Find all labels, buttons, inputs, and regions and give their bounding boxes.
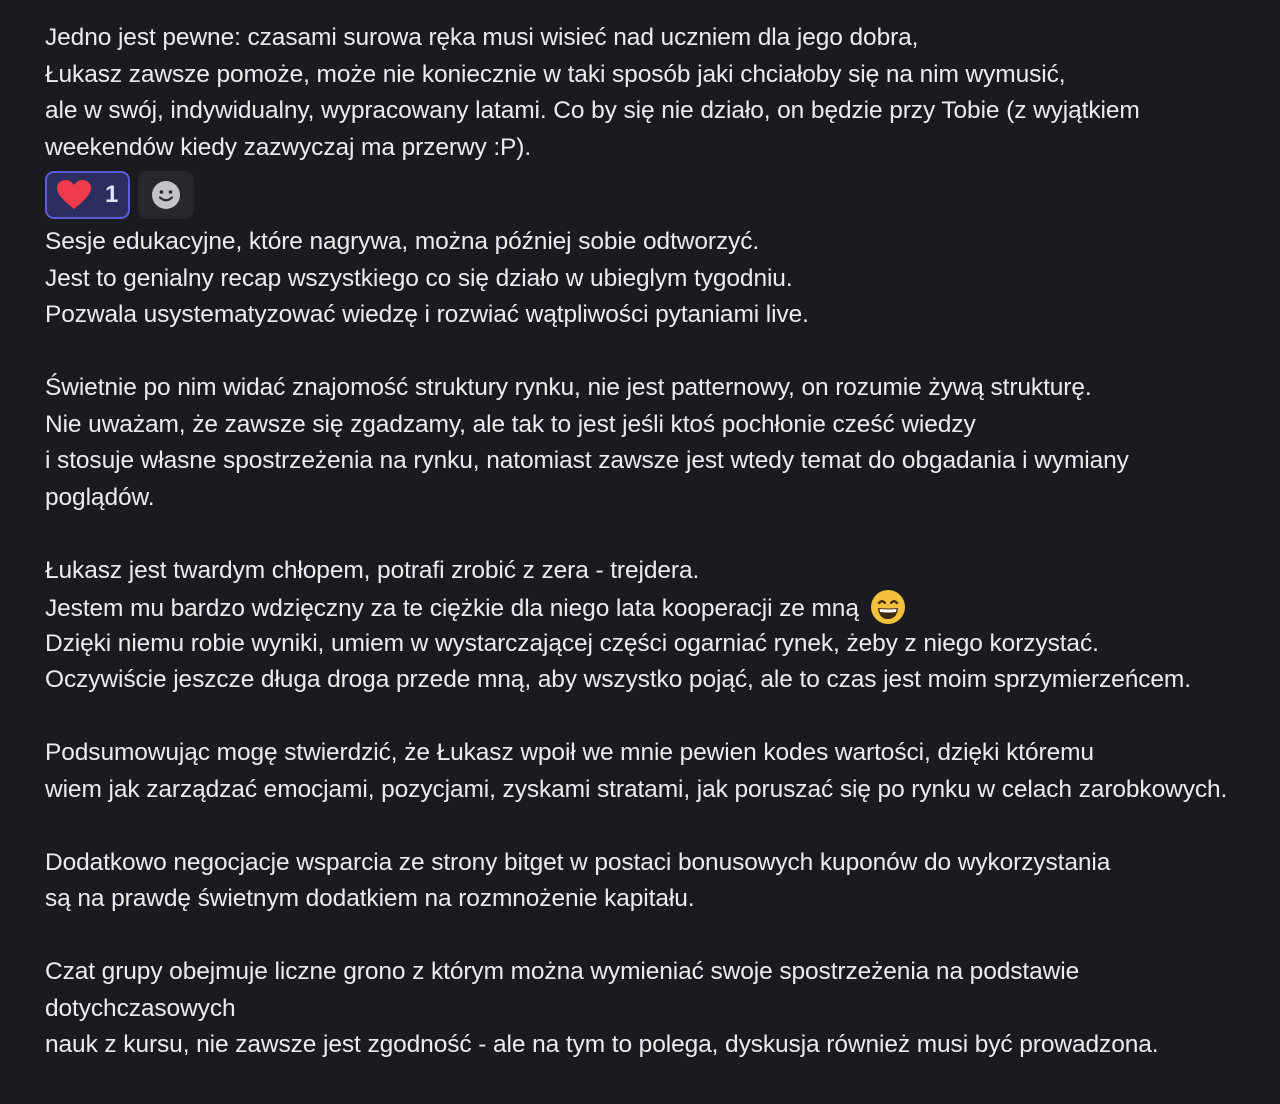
message-line: Podsumowując mogę stwierdzić, że Łukasz wpoił we mnie pewien kodes wartości, dzięki któremu <box>45 739 1094 766</box>
message-line: ale w swój, indywidualny, wypracowany latami. Co by się nie działo, on będzie przy Tobie (z wyjątkiem <box>45 97 1140 124</box>
message-line: Jest to genialny recap wszystkiego co się działo w ubieglym tygodniu. <box>45 264 793 292</box>
message-line: Sesje edukacyjne, które nagrywa, można później sobie odtworzyć. <box>45 228 760 255</box>
message-line: Oczywiście jeszcze długa droga przede mną, aby wszystko pojąć, ale to czas jest moim sprzymierzeńcem. <box>45 666 1191 693</box>
paragraph-gap <box>45 334 1275 371</box>
paragraph-bitget-bonus <box>45 845 1275 918</box>
reactions-bar <box>45 170 1275 220</box>
message-line-with-emoji <box>45 589 1275 626</box>
message-line: i stosuje własne spostrzeżenia na rynku, natomiast zawsze jest wtedy temat do obgadania i wymiany <box>45 447 1129 474</box>
message-line: wiem jak zarządzać emocjami, pozycjami, zyskami stratami, jak poruszać się po rynku w celach zarobkowych. <box>45 775 1228 803</box>
message-line: Łukasz jest twardym chłopem, potrafi zrobić z zera - trejdera. <box>45 556 700 584</box>
grinning-face-with-smiling-eyes-icon <box>870 589 906 625</box>
message-line: nauk z kursu, nie zawsze jest zgodność - ale na tym to polega, dyskusja również musi być prowadzona. <box>45 1031 1159 1058</box>
message-line: poglądów. <box>45 483 155 511</box>
paragraph-market-structure <box>45 370 1275 516</box>
paragraph-summary <box>45 735 1275 808</box>
heart-reaction-button[interactable] <box>45 171 130 219</box>
message-line: weekendów kiedy zazwyczaj ma przerwy :P). <box>45 133 532 161</box>
message-line: Nie uważam, że zawsze się zgadzamy, ale tak to jest jeśli ktoś pochłonie cześć wiedzy <box>45 410 976 438</box>
message-line: są na prawdę świetnym dodatkiem na rozmnożenie kapitału. <box>45 885 695 912</box>
message-line: Pozwala usystematyzować wiedzę i rozwiać wątpliwości pytaniami live. <box>45 301 809 328</box>
chat-message <box>45 20 1275 1064</box>
paragraph-group-chat <box>45 954 1275 1064</box>
heart-icon <box>57 180 91 210</box>
message-line: dotychczasowych <box>45 994 236 1022</box>
paragraph-gap <box>45 808 1275 845</box>
paragraph-gap <box>45 516 1275 553</box>
message-line: Dodatkowo negocjacje wsparcia ze strony bitget w postaci bonusowych kuponów do wykorzystania <box>45 848 1111 876</box>
add-reaction-button[interactable] <box>138 171 194 219</box>
message-line: Czat grupy obejmuje liczne grono z którym można wymieniać swoje spostrzeżenia na podstawie <box>45 958 1080 985</box>
paragraph-recorded-sessions <box>45 224 1275 334</box>
paragraph-mentor-support <box>45 20 1275 166</box>
paragraph-gap <box>45 699 1275 736</box>
reaction-count: 1 <box>105 181 119 208</box>
message-text: Jestem mu bardzo wdzięczny za te ciężkie dla niego lata kooperacji ze mną <box>45 595 859 622</box>
paragraph-gap <box>45 918 1275 955</box>
message-line: Łukasz zawsze pomoże, może nie koniecznie w taki sposób jaki chciałoby się na nim wymusić, <box>45 60 1066 88</box>
message-line: Jedno jest pewne: czasami surowa ręka musi wisieć nad uczniem dla jego dobra, <box>45 24 919 51</box>
paragraph-gratitude <box>45 553 1275 699</box>
smiley-add-reaction-icon <box>151 180 181 210</box>
message-line: Świetnie po nim widać znajomość struktury rynku, nie jest patternowy, on rozumie żywą strukturę. <box>45 374 1092 401</box>
message-line: Dzięki niemu robie wyniki, umiem w wystarczającej części ogarniać rynek, żeby z niego korzystać. <box>45 629 1099 657</box>
